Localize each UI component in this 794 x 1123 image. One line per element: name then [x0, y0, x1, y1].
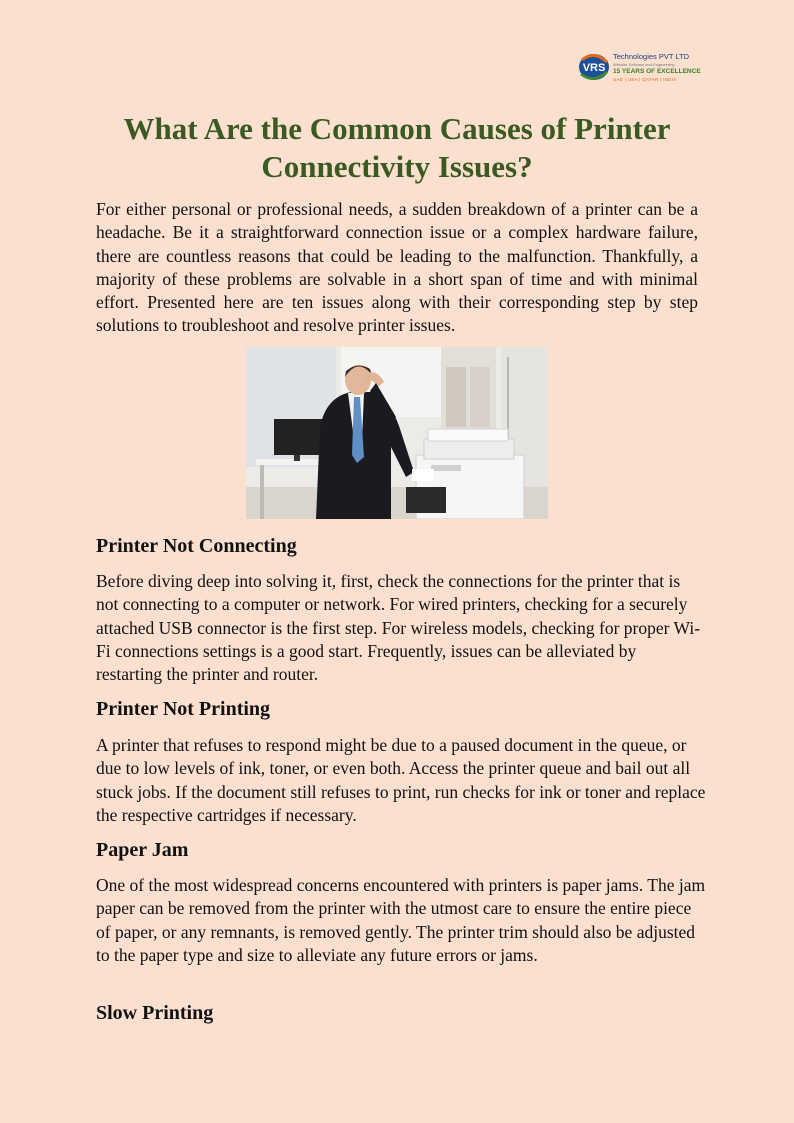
section-body-paper-jam: One of the most widespread concerns encountered with printers is paper jams. The jam paper can be removed from the printer with the utmost care to ensure the entire piece of paper, or any remnants, is removed gently. The printer trim should also be adjusted to the paper type and size to alleviate any future errors or jams.	[96, 875, 706, 965]
office-printer-photo	[246, 347, 548, 519]
company-tagline: Website Software and Engineering	[613, 62, 675, 67]
countries-list: UAE | USA | QATAR | INDIA	[613, 77, 677, 82]
section-heading-printer-not-printing: Printer Not Printing	[96, 698, 271, 720]
intro-paragraph: For either personal or professional needs, a sudden breakdown of a printer can be a headache. Be it a straightforward connection issue or a complex hardware failure, there are countless reasons that could be leading to the malfunction. Thankfully, a majority of these problems are solvable in a short span of time and with minimal effort. Presented here are ten issues along with their corresponding step by step solutions to troubleshoot and resolve printer issues.	[96, 199, 698, 336]
company-name: Technologies PVT LTD	[613, 52, 690, 61]
photo-illustration	[246, 347, 548, 519]
vrs-logo-mark	[577, 52, 611, 82]
section-heading-paper-jam: Paper Jam	[96, 839, 189, 861]
section-heading-slow-printing: Slow Printing	[96, 1002, 214, 1024]
page-title: What Are the Common Causes of Printer Connectivity Issues?	[123, 111, 671, 184]
section-body-printer-not-connecting: Before diving deep into solving it, first, check the connections for the printer that is not connecting to a computer or network. For wired printers, checking for a securely attached USB connector is the first step. For wireless models, checking for proper Wi-Fi connections settings is a good start. Frequently, issues can be alleviated by restarting the printer and router.	[96, 571, 701, 685]
section-body-printer-not-printing: A printer that refuses to respond might be due to a paused document in the queue, or due to low levels of ink, toner, or even both. Access the printer queue and bail out all stuck jobs. If the document still refuses to print, run checks for ink or toner and replace the respective cartridges if necessary.	[96, 735, 706, 825]
section-heading-printer-not-connecting: Printer Not Connecting	[96, 535, 297, 557]
company-logo	[577, 50, 707, 88]
years-badge: 15 YEARS OF EXCELLENCE	[613, 68, 701, 75]
logo-mark-text: VRS	[582, 62, 606, 74]
